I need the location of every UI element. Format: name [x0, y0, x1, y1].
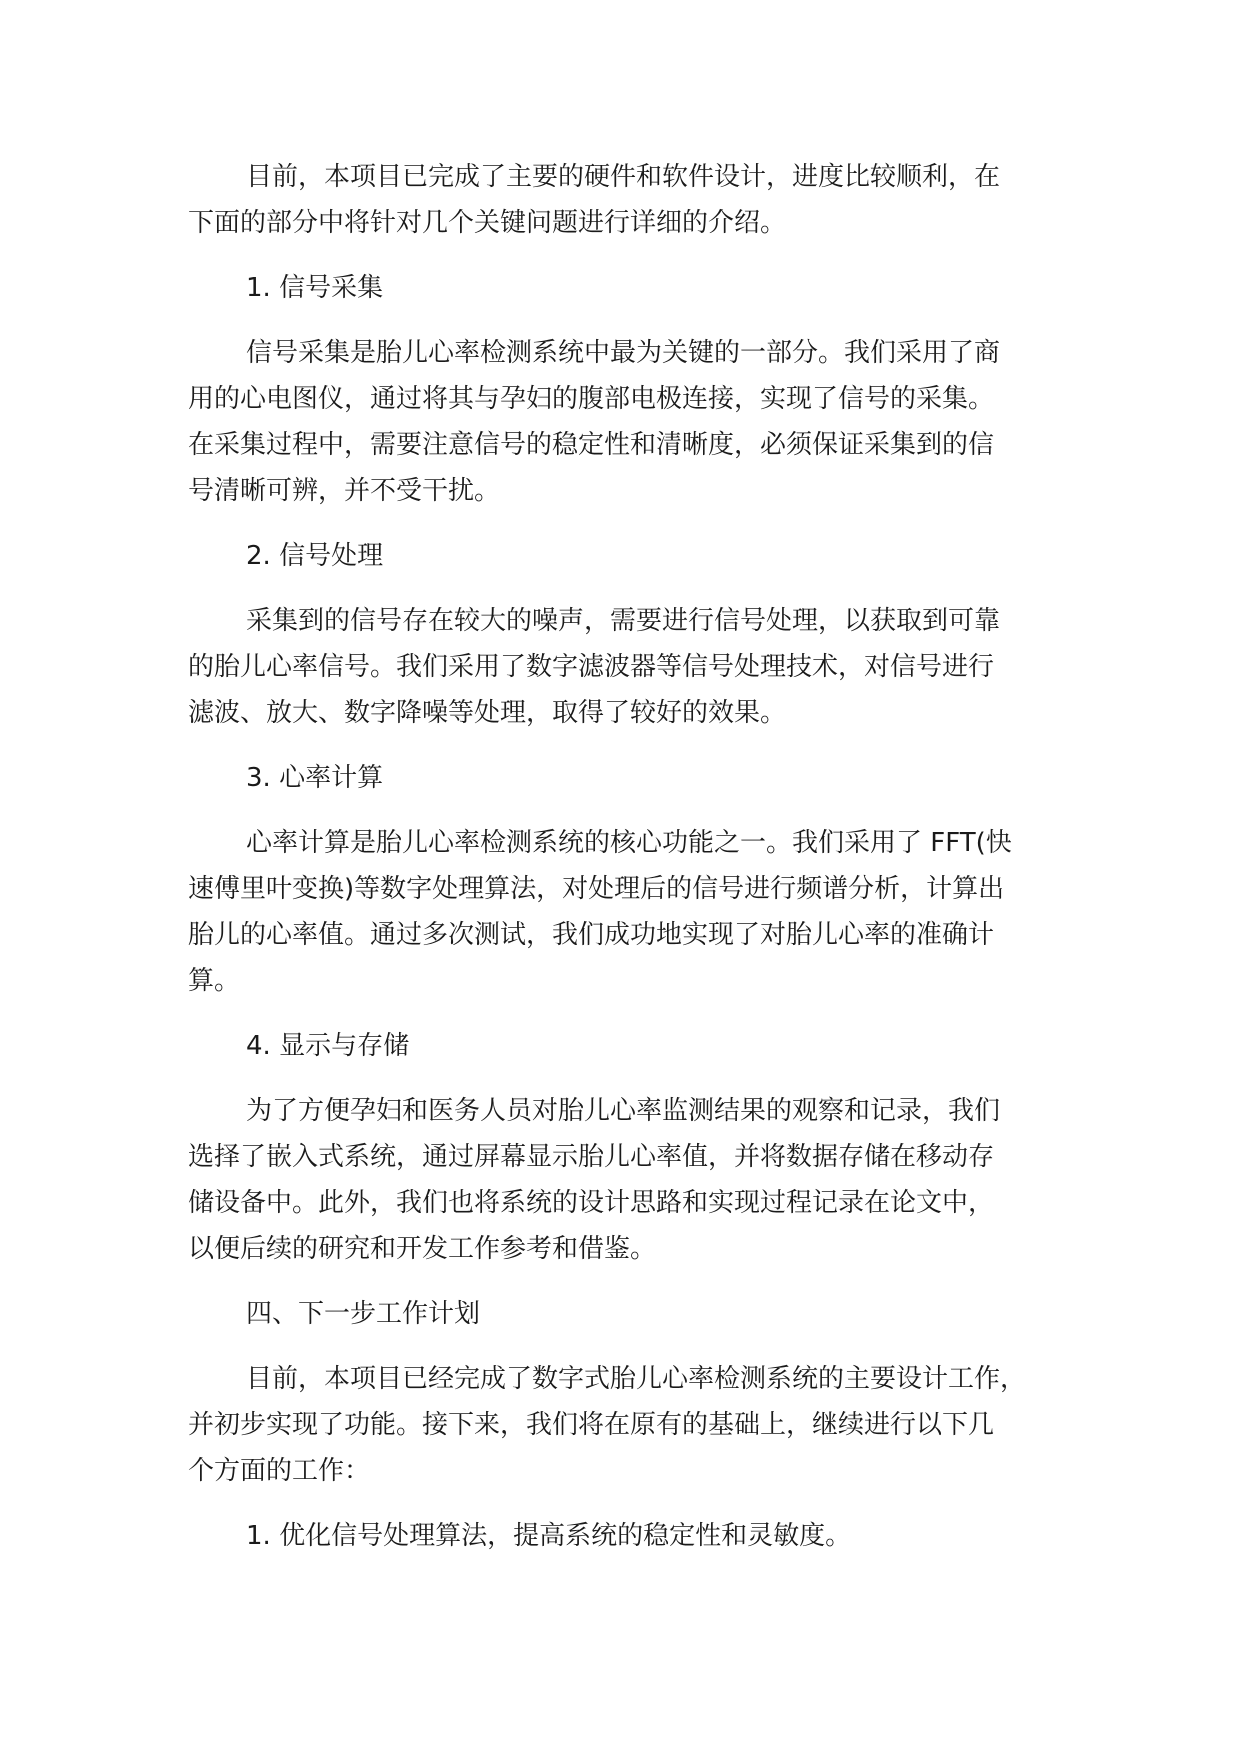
display-storage-paragraph — [188, 1088, 1088, 1272]
next-steps-paragraph — [188, 1356, 1088, 1494]
text-line: 信号采集是胎儿心率检测系统中最为关键的一部分。我们采用了商 — [246, 338, 1001, 368]
text-line: 选择了嵌入式系统，通过屏幕显示胎儿心率值，并将数据存储在移动存 — [188, 1142, 995, 1172]
text-line: 个方面的工作： — [188, 1456, 371, 1486]
text-line: 采集到的信号存在较大的噪声，需要进行信号处理，以获取到可靠 — [246, 606, 1001, 636]
plan-item-optimize-algorithm: 1. 优化信号处理算法，提高系统的稳定性和灵敏度。 — [246, 1521, 852, 1551]
text-line: 的胎儿心率信号。我们采用了数字滤波器等信号处理技术，对信号进行 — [188, 652, 995, 682]
text-line: 下面的部分中将针对几个关键问题进行详细的介绍。 — [188, 208, 787, 238]
text-line: 以便后续的研究和开发工作参考和借鉴。 — [188, 1234, 657, 1264]
text-line: 滤波、放大、数字降噪等处理，取得了较好的效果。 — [188, 698, 787, 728]
text-line: 速傅里叶变换)等数字处理算法，对处理后的信号进行频谱分析，计算出 — [188, 874, 1005, 904]
text-line: 号清晰可辨，并不受干扰。 — [188, 476, 501, 506]
text-line: 目前，本项目已经完成了数字式胎儿心率检测系统的主要设计工作， — [246, 1364, 1027, 1394]
section-heading-display-storage: 4. 显示与存储 — [246, 1031, 410, 1061]
heart-rate-calculation-paragraph — [188, 820, 1088, 1004]
signal-processing-paragraph — [188, 598, 1088, 736]
signal-acquisition-paragraph — [188, 330, 1088, 514]
text-line: 用的心电图仪，通过将其与孕妇的腹部电极连接，实现了信号的采集。 — [188, 384, 995, 414]
text-line: 胎儿的心率值。通过多次测试，我们成功地实现了对胎儿心率的准确计 — [188, 920, 995, 950]
text-line: 目前，本项目已完成了主要的硬件和软件设计，进度比较顺利，在 — [246, 162, 1001, 192]
document-body — [188, 154, 1088, 1559]
text-line: 算。 — [188, 966, 241, 996]
section-heading-next-steps: 四、下一步工作计划 — [246, 1299, 481, 1329]
section-heading-heart-rate-calculation: 3. 心率计算 — [246, 763, 384, 793]
text-line: 并初步实现了功能。接下来，我们将在原有的基础上，继续进行以下几 — [188, 1410, 995, 1440]
text-line: 储设备中。此外，我们也将系统的设计思路和实现过程记录在论文中， — [188, 1188, 995, 1218]
text-line: 心率计算是胎儿心率检测系统的核心功能之一。我们采用了 FFT(快 — [246, 828, 1012, 858]
intro-paragraph — [188, 154, 1088, 246]
section-heading-signal-processing: 2. 信号处理 — [246, 541, 384, 571]
section-heading-signal-acquisition: 1. 信号采集 — [246, 273, 384, 303]
text-line: 在采集过程中，需要注意信号的稳定性和清晰度，必须保证采集到的信 — [188, 430, 995, 460]
text-line: 为了方便孕妇和医务人员对胎儿心率监测结果的观察和记录，我们 — [246, 1096, 1001, 1126]
